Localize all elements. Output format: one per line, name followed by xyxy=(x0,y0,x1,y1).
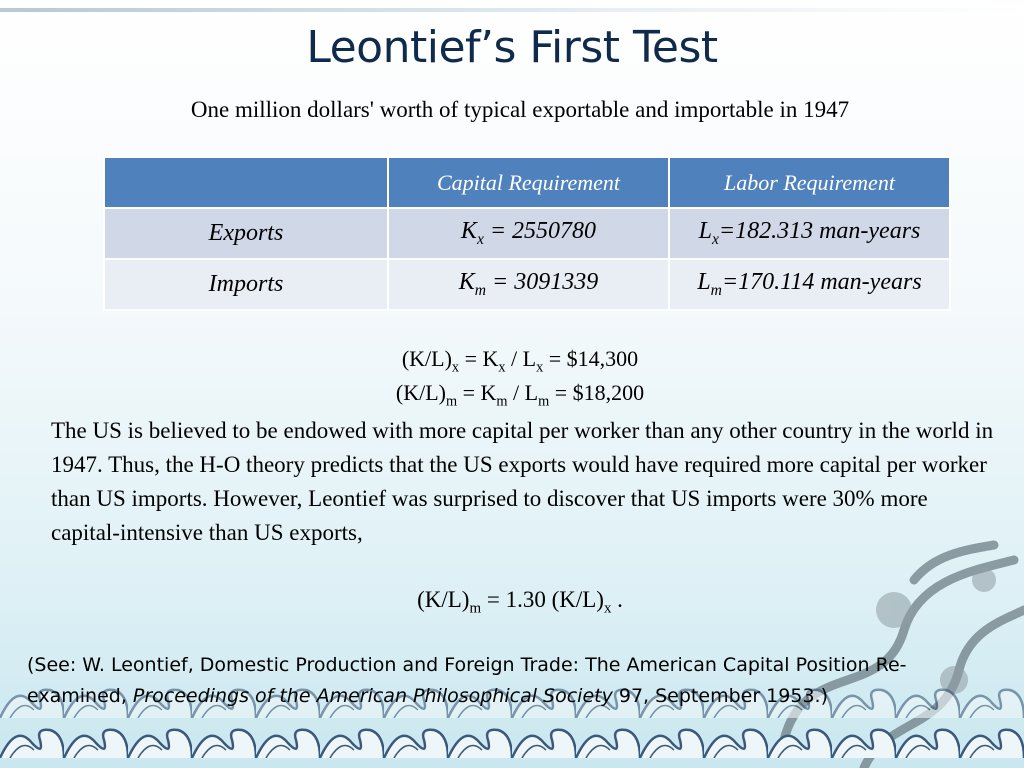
header-labor: Labor Requirement xyxy=(669,157,950,208)
row-label: Exports xyxy=(104,208,388,259)
header-empty xyxy=(104,157,388,208)
header-capital: Capital Requirement xyxy=(388,157,669,208)
slide-title: Leontief’s First Test xyxy=(306,22,718,73)
labor-cell: $L_m=170.114$ man-years xyxy=(669,259,950,310)
row-label: Imports xyxy=(104,259,388,310)
requirements-table xyxy=(103,156,951,311)
capital-cell: $K_m = 3091339$ xyxy=(388,259,669,310)
table-header-row xyxy=(104,157,950,208)
citation: (See: W. Leontief, Domestic Production and Foreign Trade: The American Capital Position Re-examined, Proceedings of the American Philosophical Society 97, September 1953.) xyxy=(27,654,907,707)
labor-cell: $L_x=182.313$ man-years xyxy=(669,208,950,259)
table-caption: One million dollars' worth of typical exportable and importable in 1947 xyxy=(190,97,850,122)
explanation-paragraph: The US is believed to be endowed with more capital per worker than any other country in the world in 1947. Thus, the H-O theory predicts that the US exports would have required more capital per worker than US imports. However, Leontief was surprised to discover that US imports were 30% more capital-intensive than US exports, xyxy=(51,418,994,545)
equation-imports: $(K/L)_m = K_m / L_m$ = $18,200 xyxy=(395,380,645,410)
table-row xyxy=(104,208,950,259)
top-rule xyxy=(0,8,1024,12)
equation-exports: $(K/L)_x = K_x / L_x$ = $14,300 xyxy=(401,346,639,376)
table-row xyxy=(104,259,950,310)
capital-cell: $K_x = 2550780$ xyxy=(388,208,669,259)
equation-ratio: $(K/L)_m = 1.30$ $(K/L)_x$ . xyxy=(417,587,623,617)
